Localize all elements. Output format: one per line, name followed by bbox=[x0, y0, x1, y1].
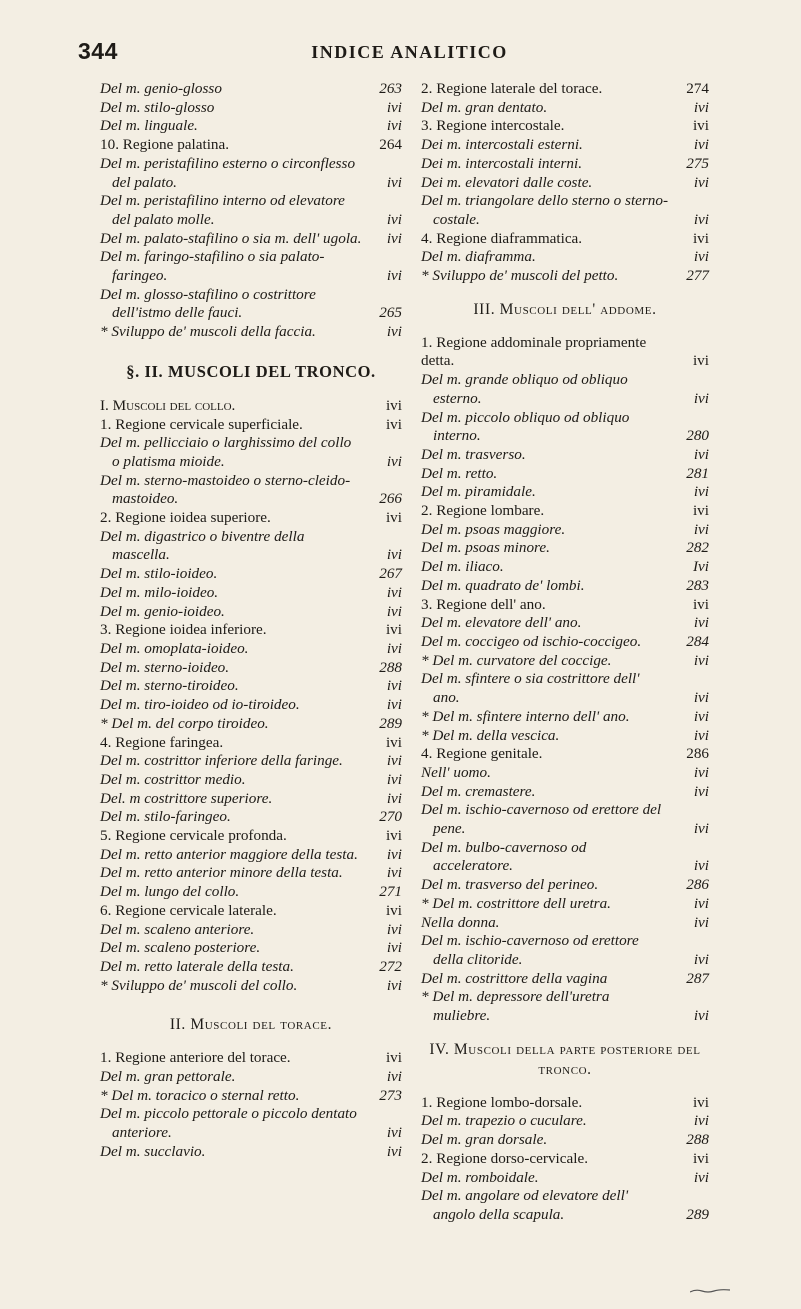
region-entry bbox=[421, 596, 709, 615]
section-heading bbox=[421, 1040, 709, 1080]
entry-text: 2. Regione laterale del torace. bbox=[421, 80, 603, 97]
entry-text: 4. Regione diaframmatica. bbox=[421, 229, 583, 247]
entry-text: Del m. genio-glosso bbox=[100, 80, 222, 97]
page-reference: ivi bbox=[692, 1149, 709, 1167]
spacer bbox=[421, 286, 709, 300]
page-reference: ivi bbox=[386, 602, 402, 620]
entry-text: Del m. faringo-stafilino o sia palato-faringeo. bbox=[100, 248, 325, 285]
page-reference: ivi bbox=[386, 770, 402, 788]
page-reference: ivi bbox=[692, 595, 709, 613]
page-reference: 267 bbox=[379, 565, 402, 583]
muscle-entry bbox=[421, 192, 709, 229]
page-reference: 282 bbox=[686, 539, 709, 557]
spacer bbox=[421, 1026, 709, 1040]
page-header bbox=[78, 38, 741, 68]
entry-text: * Del m. depressore dell'uretra muliebre. bbox=[421, 988, 610, 1025]
entry-text: Del m. sterno-tiroideo. bbox=[100, 677, 239, 695]
page-reference: ivi bbox=[386, 210, 402, 228]
muscle-entry bbox=[100, 939, 402, 958]
page-reference: 286 bbox=[686, 745, 709, 763]
page-reference: ivi bbox=[386, 677, 402, 695]
muscle-entry bbox=[421, 267, 709, 286]
page-reference: 288 bbox=[686, 1131, 709, 1149]
muscle-entry bbox=[100, 846, 402, 865]
ink-mark bbox=[690, 1288, 730, 1294]
page-reference: ivi bbox=[693, 857, 709, 875]
page-reference: ivi bbox=[693, 98, 709, 116]
page-reference: 284 bbox=[686, 632, 709, 650]
entry-text: 3. Regione intercostale. bbox=[421, 117, 565, 135]
page-reference: 273 bbox=[379, 1086, 402, 1104]
entry-text: 3. Regione dell' ano. bbox=[421, 595, 546, 613]
page-reference: ivi bbox=[385, 396, 402, 414]
entry-text: 4. Regione genitale. bbox=[421, 745, 543, 763]
page-reference: 280 bbox=[686, 427, 709, 445]
page-reference: ivi bbox=[386, 117, 402, 135]
page-reference: ivi bbox=[386, 583, 402, 601]
muscle-entry bbox=[421, 914, 709, 933]
entry-text: Del m. gran dentato. bbox=[421, 98, 548, 116]
entry-text: Dei m. intercostali esterni. bbox=[421, 136, 583, 154]
page-reference: ivi bbox=[385, 1049, 402, 1067]
entry-text: Del m. trasverso del perineo. bbox=[421, 876, 599, 894]
muscle-entry bbox=[421, 614, 709, 633]
muscle-entry bbox=[100, 286, 402, 323]
entry-text: Del m. peristafilino interno od elevatore del palato molle. bbox=[100, 192, 345, 228]
entry-text: 2. Regione dorso-cervicale. bbox=[421, 1149, 588, 1167]
entry-text: Del m. retto laterale della testa. bbox=[100, 957, 294, 975]
entry-text: Del m. diaframma. bbox=[421, 248, 536, 266]
entry-text: * Sviluppo de' muscoli del collo. bbox=[100, 976, 298, 994]
entry-text: Del m. gran pettorale. bbox=[100, 1068, 236, 1086]
entry-text: 6. Regione cervicale laterale. bbox=[100, 901, 277, 919]
entry-text: Del. m costrittore superiore. bbox=[100, 789, 273, 807]
muscle-entry bbox=[100, 117, 402, 136]
entry-text: 5. Regione cervicale profonda. bbox=[100, 827, 287, 845]
entry-text: Del m. psoas minore. bbox=[421, 539, 550, 557]
section-heading-text: §. II. MUSCOLI DEL TRONCO. bbox=[126, 361, 376, 381]
entry-text: Del m. elevatore dell' ano. bbox=[421, 614, 582, 632]
entry-text: 2. Regione lombare. bbox=[421, 502, 545, 520]
muscle-entry bbox=[100, 434, 402, 471]
entry-text: Del m. costrittore della vagina bbox=[421, 969, 608, 987]
entry-text: Del m. stilo-ioideo. bbox=[100, 565, 218, 583]
page-reference: ivi bbox=[693, 782, 709, 800]
muscle-entry bbox=[421, 155, 709, 174]
entry-text: Nella donna. bbox=[421, 913, 500, 931]
page-reference: ivi bbox=[693, 763, 709, 781]
page-reference: ivi bbox=[693, 950, 709, 968]
muscle-entry bbox=[100, 696, 402, 715]
entry-text: Del m. quadrato de' lombi. bbox=[421, 576, 585, 594]
muscle-entry bbox=[421, 801, 709, 838]
page-reference: ivi bbox=[693, 136, 709, 154]
entry-text: Del m. iliaco. bbox=[421, 558, 504, 576]
muscle-entry bbox=[421, 839, 709, 876]
muscle-entry bbox=[421, 465, 709, 484]
page-reference: 263 bbox=[379, 80, 402, 97]
entry-text: Del m. digastrico o biventre della mascella. bbox=[100, 527, 305, 564]
page-reference: ivi bbox=[385, 827, 402, 845]
entry-text: * Sviluppo de' muscoli della faccia. bbox=[100, 323, 316, 341]
entry-text: * Del m. costrittore dell uretra. bbox=[421, 894, 611, 912]
muscle-entry bbox=[421, 783, 709, 802]
section-heading bbox=[100, 362, 402, 383]
region-entry bbox=[421, 1094, 709, 1113]
page-reference: ivi bbox=[693, 820, 709, 838]
entry-text: Del m. glosso-stafilino o costrittore dell'istmo delle fauci. bbox=[100, 285, 316, 322]
page-reference: ivi bbox=[386, 267, 402, 285]
muscle-entry bbox=[100, 958, 402, 977]
page-reference: ivi bbox=[693, 483, 709, 501]
entry-text: Del m. ischio-cavernoso od erettore della clitoride. bbox=[421, 932, 639, 968]
section-heading-text: III. Muscoli dell' addome. bbox=[473, 300, 657, 318]
spacer bbox=[100, 342, 402, 362]
page-reference: ivi bbox=[693, 1007, 709, 1025]
muscle-entry bbox=[421, 988, 709, 1025]
page-reference: ivi bbox=[386, 1142, 402, 1160]
muscle-entry bbox=[421, 136, 709, 155]
muscle-entry bbox=[100, 790, 402, 809]
page-reference: 264 bbox=[379, 136, 402, 154]
muscle-entry bbox=[421, 708, 709, 727]
page-reference: ivi bbox=[693, 689, 709, 707]
muscle-entry bbox=[421, 970, 709, 989]
page-reference: ivi bbox=[386, 323, 402, 341]
page-reference: ivi bbox=[693, 726, 709, 744]
entry-text: Del m. scaleno anteriore. bbox=[100, 920, 255, 938]
muscle-entry bbox=[100, 248, 402, 285]
muscle-entry bbox=[421, 483, 709, 502]
page-reference: ivi bbox=[385, 621, 402, 639]
muscle-entry bbox=[421, 1187, 709, 1224]
page-number: 344 bbox=[78, 38, 118, 64]
muscle-entry bbox=[100, 715, 402, 734]
muscle-entry bbox=[421, 539, 709, 558]
spacer bbox=[100, 995, 402, 1015]
page-reference: ivi bbox=[386, 696, 402, 714]
muscle-entry bbox=[421, 521, 709, 540]
page-reference: ivi bbox=[386, 752, 402, 770]
region-entry bbox=[100, 1049, 402, 1068]
muscle-entry bbox=[421, 652, 709, 671]
page-reference: ivi bbox=[692, 502, 709, 520]
spacer bbox=[100, 1035, 402, 1049]
entry-text: Del m. tiro-ioideo od io-tiroideo. bbox=[100, 696, 300, 714]
entry-text: * Del m. toracico o sternal retto. bbox=[100, 1086, 300, 1104]
muscle-entry bbox=[100, 659, 402, 678]
entry-text: Del m. piramidale. bbox=[421, 483, 536, 501]
muscle-entry bbox=[421, 764, 709, 783]
muscle-entry bbox=[100, 155, 402, 192]
running-title: INDICE ANALITICO bbox=[311, 42, 508, 62]
page-reference: ivi bbox=[386, 864, 402, 882]
page-reference: ivi bbox=[692, 117, 709, 135]
page-reference: ivi bbox=[386, 976, 402, 994]
page-reference: 289 bbox=[686, 1205, 709, 1223]
entry-text: Del m. costrittor inferiore della faringe. bbox=[100, 752, 343, 770]
muscle-entry bbox=[100, 528, 402, 565]
muscle-entry bbox=[421, 174, 709, 193]
page-reference: 289 bbox=[379, 714, 402, 732]
region-entry bbox=[100, 416, 402, 435]
page-reference: ivi bbox=[385, 901, 402, 919]
page-reference: ivi bbox=[386, 939, 402, 957]
entry-text: Del m. stilo-glosso bbox=[100, 98, 215, 116]
entry-text: Del m. ischio-cavernoso od erettore del pene. bbox=[421, 801, 662, 838]
entry-text: Dei m. elevatori dalle coste. bbox=[421, 173, 593, 191]
page-reference: 266 bbox=[379, 490, 402, 508]
region-entry bbox=[100, 397, 402, 416]
page-reference: ivi bbox=[693, 1112, 709, 1130]
page-reference: ivi bbox=[693, 614, 709, 632]
entry-text: Del m. trasverso. bbox=[421, 445, 526, 463]
entry-text: Del m. genio-ioideo. bbox=[100, 602, 225, 620]
muscle-entry bbox=[100, 771, 402, 790]
muscle-entry bbox=[421, 371, 709, 408]
muscle-entry bbox=[421, 446, 709, 465]
muscle-entry bbox=[100, 192, 402, 229]
muscle-entry bbox=[100, 603, 402, 622]
region-entry bbox=[100, 827, 402, 846]
page-reference: ivi bbox=[386, 173, 402, 191]
muscle-entry bbox=[100, 1143, 402, 1162]
entry-text: Del m. sfintere o sia costrittore dell' ano. bbox=[421, 670, 640, 707]
region-entry bbox=[421, 502, 709, 521]
entry-text: Del m. gran dorsale. bbox=[421, 1131, 548, 1149]
page-reference: ivi bbox=[385, 509, 402, 527]
muscle-entry bbox=[100, 864, 402, 883]
entry-text: Del m. milo-ioideo. bbox=[100, 583, 219, 601]
page-reference: 272 bbox=[379, 957, 402, 975]
entry-text: Dei m. intercostali interni. bbox=[421, 154, 582, 172]
region-entry bbox=[100, 509, 402, 528]
page-reference: ivi bbox=[386, 1124, 402, 1142]
page-reference: 265 bbox=[379, 304, 402, 322]
region-entry bbox=[100, 734, 402, 753]
spacer bbox=[100, 383, 402, 397]
page-reference: ivi bbox=[386, 229, 402, 247]
page-reference: ivi bbox=[693, 894, 709, 912]
muscle-entry bbox=[421, 633, 709, 652]
entry-text: 1. Regione anteriore del torace. bbox=[100, 1049, 291, 1067]
section-heading bbox=[100, 1015, 402, 1035]
entry-text: Del m. grande obliquo od obliquo esterno. bbox=[421, 371, 628, 407]
page-reference: ivi bbox=[386, 1068, 402, 1086]
muscle-entry bbox=[100, 230, 402, 249]
entry-text: Del m. retto. bbox=[421, 464, 498, 482]
page-reference: ivi bbox=[692, 1093, 709, 1111]
page-reference: ivi bbox=[692, 229, 709, 247]
entry-text: Del m. romboidale. bbox=[421, 1168, 539, 1186]
page-reference: 271 bbox=[379, 883, 402, 901]
muscle-entry bbox=[421, 670, 709, 707]
entry-text: 4. Regione faringea. bbox=[100, 733, 224, 751]
entry-text: Del m. sterno-mastoideo o sterno-cleido-mastoideo. bbox=[100, 471, 351, 508]
region-entry bbox=[100, 621, 402, 640]
region-entry bbox=[100, 902, 402, 921]
page-reference: ivi bbox=[386, 546, 402, 564]
muscle-entry bbox=[421, 99, 709, 118]
entry-text: Del m. cremastere. bbox=[421, 782, 536, 800]
muscle-entry bbox=[421, 1112, 709, 1131]
section-heading-text: IV. Muscoli della parte posteriore del tronco. bbox=[429, 1040, 701, 1078]
entry-text: I. Muscoli del collo. bbox=[100, 396, 236, 414]
entry-text: 10. Regione palatina. bbox=[100, 136, 230, 154]
entry-text: Nell' uomo. bbox=[421, 763, 491, 781]
muscle-entry bbox=[100, 640, 402, 659]
entry-text: Del m. peristafilino esterno o circonflesso del palato. bbox=[100, 154, 356, 191]
muscle-entry bbox=[421, 409, 709, 446]
page-reference: ivi bbox=[693, 210, 709, 228]
muscle-entry bbox=[100, 883, 402, 902]
page-reference: ivi bbox=[692, 352, 709, 370]
page-reference: 281 bbox=[686, 464, 709, 482]
page-reference: ivi bbox=[385, 733, 402, 751]
region-entry bbox=[100, 136, 402, 155]
page-reference: ivi bbox=[386, 789, 402, 807]
entry-text: Del m. angolare od elevatore dell' angolo della scapula. bbox=[421, 1187, 629, 1223]
entry-text: Del m. piccolo obliquo od obliquo interno. bbox=[421, 408, 630, 445]
entry-text: Del m. pellicciaio o larghissimo del collo o platisma mioide. bbox=[100, 434, 352, 470]
sviluppo-entry bbox=[100, 323, 402, 342]
page-reference: 288 bbox=[379, 658, 402, 676]
spacer bbox=[421, 1080, 709, 1094]
page-reference: ivi bbox=[385, 415, 402, 433]
muscle-entry bbox=[421, 1131, 709, 1150]
entry-text: * Del m. del corpo tiroideo. bbox=[100, 714, 269, 732]
region-entry bbox=[421, 117, 709, 136]
entry-text: Del m. palato-stafilino o sia m. dell' ugola. bbox=[100, 229, 362, 247]
entry-text: Del m. piccolo pettorale o piccolo dentato anteriore. bbox=[100, 1105, 357, 1142]
muscle-entry bbox=[421, 727, 709, 746]
entry-text: * Del m. sfintere interno dell' ano. bbox=[421, 707, 630, 725]
entry-text: Del m. triangolare dello sterno o sterno-costale. bbox=[421, 192, 669, 228]
page-reference: ivi bbox=[693, 445, 709, 463]
entry-text: Del m. bulbo-cavernoso od acceleratore. bbox=[421, 838, 587, 875]
page-reference: 283 bbox=[686, 576, 709, 594]
page-reference: ivi bbox=[386, 920, 402, 938]
entry-text: 3. Regione ioidea inferiore. bbox=[100, 621, 267, 639]
page-reference: ivi bbox=[693, 248, 709, 266]
entry-text: 2. Regione ioidea superiore. bbox=[100, 509, 271, 527]
spacer bbox=[421, 320, 709, 334]
page-reference: 286 bbox=[686, 876, 709, 894]
page-reference: ivi bbox=[693, 913, 709, 931]
muscle-entry bbox=[100, 1105, 402, 1142]
muscle-entry bbox=[421, 932, 709, 969]
page-reference: ivi bbox=[693, 173, 709, 191]
entry-text: Del m. linguale. bbox=[100, 117, 198, 135]
entry-text: * Sviluppo de' muscoli del petto. bbox=[421, 267, 619, 285]
page-reference: 275 bbox=[686, 154, 709, 172]
entry-text: 1. Regione addominale propriamente detta. bbox=[421, 333, 647, 370]
region-entry bbox=[421, 80, 709, 99]
muscle-entry bbox=[421, 876, 709, 895]
muscle-entry bbox=[100, 1087, 402, 1106]
entry-text: Del m. trapezio o cuculare. bbox=[421, 1112, 587, 1130]
page-reference: ivi bbox=[693, 520, 709, 538]
entry-text: Del m. coccigeo od ischio-coccigeo. bbox=[421, 632, 642, 650]
muscle-entry bbox=[100, 472, 402, 509]
muscle-entry bbox=[421, 248, 709, 267]
page-reference: ivi bbox=[386, 845, 402, 863]
entry-text: 1. Regione lombo-dorsale. bbox=[421, 1093, 583, 1111]
entry-text: Del m. stilo-faringeo. bbox=[100, 808, 231, 826]
page-reference: 270 bbox=[379, 808, 402, 826]
muscle-entry bbox=[100, 99, 402, 118]
region-entry bbox=[421, 230, 709, 249]
entry-text: Del m. psoas maggiore. bbox=[421, 520, 566, 538]
page-reference: 287 bbox=[686, 969, 709, 987]
muscle-entry bbox=[421, 577, 709, 596]
section-heading-text: II. Muscoli del torace. bbox=[169, 1016, 333, 1034]
entry-text: Del m. scaleno posteriore. bbox=[100, 939, 261, 957]
muscle-entry bbox=[421, 895, 709, 914]
page-reference: ivi bbox=[693, 707, 709, 725]
entry-text: 1. Regione cervicale superficiale. bbox=[100, 415, 303, 433]
region-entry bbox=[421, 334, 709, 371]
muscle-entry bbox=[100, 808, 402, 827]
entry-text: Del m. omoplata-ioideo. bbox=[100, 639, 249, 657]
entry-text: Del m. sterno-ioideo. bbox=[100, 658, 230, 676]
entry-text: Del m. succlavio. bbox=[100, 1142, 206, 1160]
muscle-entry bbox=[100, 1068, 402, 1087]
page-reference: Ivi bbox=[692, 558, 709, 576]
right-column bbox=[421, 80, 709, 1225]
page-reference: 274 bbox=[686, 80, 709, 97]
page-reference: ivi bbox=[386, 452, 402, 470]
region-entry bbox=[421, 745, 709, 764]
entry-text: Del m. retto anterior maggiore della testa. bbox=[100, 845, 358, 863]
muscle-entry bbox=[421, 558, 709, 577]
sviluppo-entry bbox=[100, 977, 402, 996]
muscle-entry bbox=[100, 584, 402, 603]
entry-text: Del m. lungo del collo. bbox=[100, 883, 240, 901]
muscle-entry bbox=[100, 752, 402, 771]
muscle-entry bbox=[100, 921, 402, 940]
section-heading bbox=[421, 300, 709, 320]
muscle-entry bbox=[100, 80, 402, 99]
page-reference: ivi bbox=[386, 98, 402, 116]
page-reference: ivi bbox=[693, 389, 709, 407]
region-entry bbox=[421, 1150, 709, 1169]
muscle-entry bbox=[100, 565, 402, 584]
page-reference: ivi bbox=[386, 639, 402, 657]
muscle-entry bbox=[421, 1169, 709, 1188]
entry-text: Del m. costrittor medio. bbox=[100, 770, 246, 788]
entry-text: * Del m. della vescica. bbox=[421, 726, 560, 744]
left-column bbox=[100, 80, 402, 1162]
page-reference: ivi bbox=[693, 1168, 709, 1186]
entry-text: Del m. retto anterior minore della testa. bbox=[100, 864, 343, 882]
entry-text: * Del m. curvatore del coccige. bbox=[421, 651, 612, 669]
page-reference: 277 bbox=[686, 267, 709, 285]
muscle-entry bbox=[100, 677, 402, 696]
page-reference: ivi bbox=[693, 651, 709, 669]
